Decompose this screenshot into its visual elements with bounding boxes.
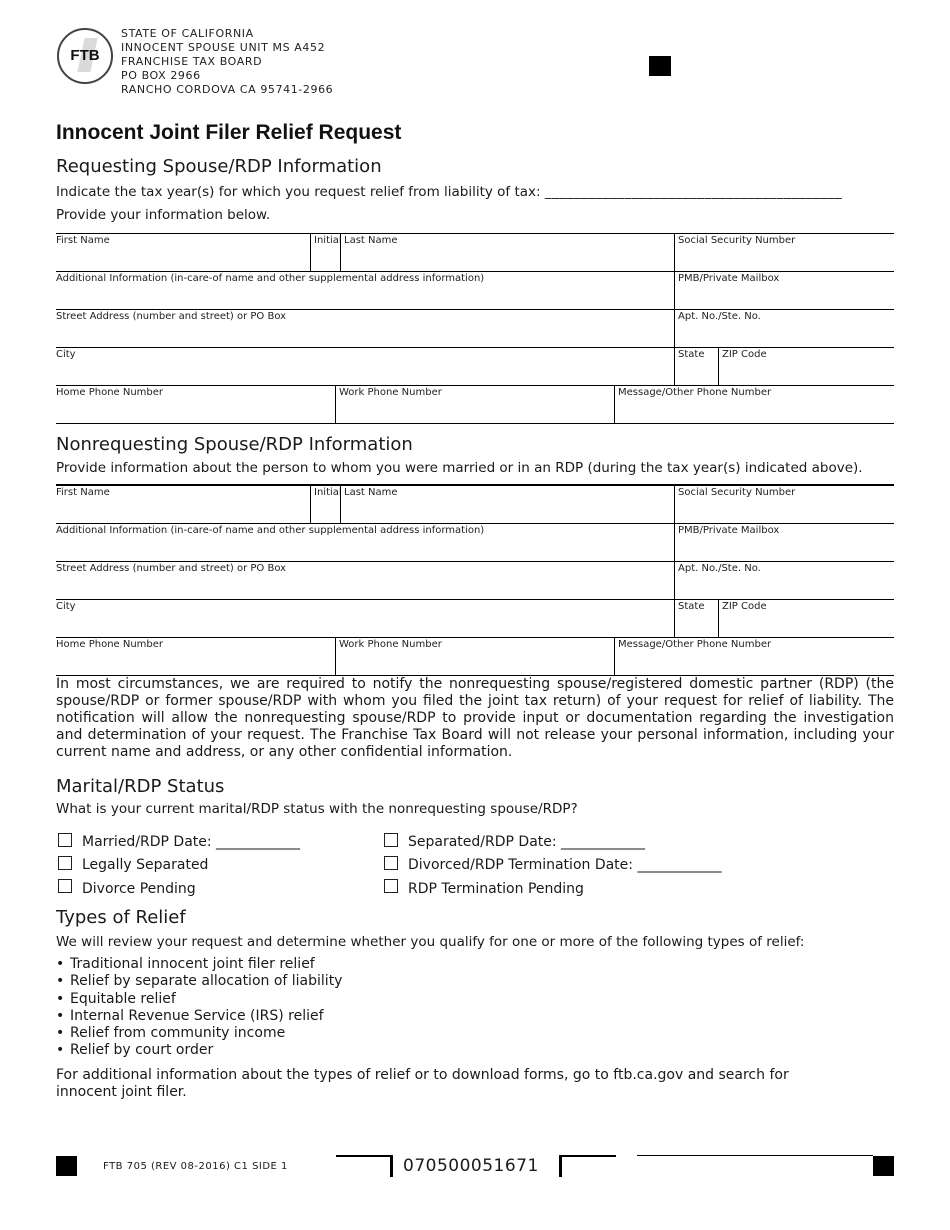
form-code: FTB 705 (REV 08-2016) C1 SIDE 1 [103, 1161, 288, 1172]
city-field[interactable] [56, 600, 674, 637]
list-item-text: Relief from community income [70, 1025, 286, 1042]
additional-info-line2: innocent joint filer. [56, 1084, 187, 1100]
list-item-text: Equitable relief [70, 990, 176, 1007]
requesting-heading: Requesting Spouse/RDP Information [56, 156, 382, 177]
bullet: • [56, 1025, 65, 1042]
field-label: Street Address (number and street) or PO Box [56, 563, 287, 574]
address-line: STATE OF CALIFORNIA [121, 27, 254, 40]
additional-info-field[interactable] [56, 524, 674, 561]
pmb-field[interactable] [674, 524, 895, 561]
address-line: PO BOX 2966 [121, 69, 201, 82]
field-label: Message/Other Phone Number [618, 639, 772, 650]
city-row [56, 347, 894, 385]
notification-notice: In most circumstances, we are required to notify the nonrequesting spouse/registered domestic partner (RDP) (the spouse/RDP or former spouse/RDP with whom you filed the joint tax return) of your request for relief of liability. The notification will allow the nonrequesting spouse/RDP to provide input or documentation regarding the investigation and determination of your request. The Franchise Tax Board will not release your personal information, including your current name and address, or any other confidential information. [56, 676, 894, 760]
ssn-field[interactable] [674, 486, 895, 523]
field-label: Work Phone Number [339, 639, 442, 650]
street-address-field[interactable] [56, 310, 674, 347]
field-label: Apt. No./Ste. No. [678, 563, 761, 574]
barcode-bracket-right [559, 1155, 616, 1177]
work-phone-field[interactable] [335, 386, 615, 423]
address-line: FRANCHISE TAX BOARD [121, 55, 263, 68]
tax-year-prompt [56, 184, 842, 200]
name-row [56, 233, 894, 271]
initial-field[interactable] [310, 486, 341, 523]
divorce-pending-checkbox[interactable] [58, 879, 72, 893]
field-label: Social Security Number [678, 487, 796, 498]
apt-field[interactable] [674, 310, 895, 347]
state-field[interactable] [674, 348, 719, 385]
city-field[interactable] [56, 348, 674, 385]
last-name-field[interactable] [340, 486, 675, 523]
list-item-text: Relief by separate allocation of liability [70, 973, 343, 990]
zip-field[interactable] [718, 348, 895, 385]
separated-label: Separated/RDP Date: ____________ [408, 834, 646, 850]
legally-separated-checkbox[interactable] [58, 856, 72, 870]
divorce-pending-label: Divorce Pending [82, 881, 196, 897]
work-phone-field[interactable] [335, 638, 615, 675]
apt-field[interactable] [674, 562, 895, 599]
field-label: Additional Information (in-care-of name and other supplemental address information) [56, 525, 485, 536]
street-address-field[interactable] [56, 562, 674, 599]
form-title: Innocent Joint Filer Relief Request [56, 121, 402, 144]
zip-field[interactable] [718, 600, 895, 637]
field-label: Initial [314, 235, 342, 246]
list-item [56, 956, 342, 973]
address-line: RANCHO CORDOVA CA 95741-2966 [121, 83, 334, 96]
first-name-field[interactable] [56, 234, 310, 271]
message-phone-field[interactable] [614, 638, 895, 675]
phone-row [56, 637, 894, 676]
field-label: Social Security Number [678, 235, 796, 246]
relief-heading: Types of Relief [56, 907, 186, 928]
barcode-bracket-left [336, 1155, 393, 1177]
field-label: City [56, 349, 76, 360]
marital-question: What is your current marital/RDP status with the nonrequesting spouse/RDP? [56, 801, 578, 817]
barcode-number: 070500051671 [403, 1156, 539, 1176]
home-phone-field[interactable] [56, 386, 335, 423]
additional-info-row [56, 523, 894, 561]
list-item [56, 973, 342, 990]
bullet: • [56, 1042, 65, 1059]
city-row [56, 599, 894, 637]
pmb-field[interactable] [674, 272, 895, 309]
logo-text: FTB [70, 47, 100, 64]
field-label: Home Phone Number [56, 639, 164, 650]
ftb-logo [57, 28, 113, 84]
married-label: Married/RDP Date: ____________ [82, 834, 301, 850]
message-phone-field[interactable] [614, 386, 895, 423]
state-field[interactable] [674, 600, 719, 637]
list-item [56, 1042, 342, 1059]
field-label: Work Phone Number [339, 387, 442, 398]
tax-year-label: Indicate the tax year(s) for which you request relief from liability of tax: [56, 184, 541, 200]
field-label: State [678, 601, 705, 612]
nonrequesting-instruction: Provide information about the person to whom you were married or in an RDP (during the tax year(s) indicated above). [56, 460, 863, 476]
bullet: • [56, 1007, 65, 1024]
last-name-field[interactable] [340, 234, 675, 271]
bullet: • [56, 990, 65, 1007]
field-label: Initial [314, 487, 342, 498]
rdp-termination-label: RDP Termination Pending [408, 881, 584, 897]
rdp-termination-checkbox[interactable] [384, 879, 398, 893]
field-label: Apt. No./Ste. No. [678, 311, 761, 322]
field-label: Home Phone Number [56, 387, 164, 398]
additional-info-row [56, 271, 894, 309]
divorced-label: Divorced/RDP Termination Date: ____________ [408, 857, 722, 873]
ssn-field[interactable] [674, 234, 895, 271]
registration-mark [649, 56, 671, 76]
list-item [56, 1008, 342, 1025]
field-label: PMB/Private Mailbox [678, 525, 780, 536]
relief-list [56, 956, 342, 1060]
requesting-instruction: Provide your information below. [56, 207, 271, 223]
list-item-text: Internal Revenue Service (IRS) relief [70, 1007, 324, 1024]
list-item [56, 991, 342, 1008]
field-label: Message/Other Phone Number [618, 387, 772, 398]
nonrequesting-info-grid [56, 484, 894, 676]
additional-info-field[interactable] [56, 272, 674, 309]
legally-separated-label: Legally Separated [82, 857, 209, 873]
footer-registration-mark-right [873, 1156, 894, 1176]
field-label: PMB/Private Mailbox [678, 273, 780, 284]
phone-row [56, 385, 894, 424]
separated-checkbox[interactable] [384, 833, 398, 847]
list-item [56, 1025, 342, 1042]
field-label: Additional Information (in-care-of name and other supplemental address information) [56, 273, 485, 284]
address-line: INNOCENT SPOUSE UNIT MS A452 [121, 41, 326, 54]
field-label: ZIP Code [722, 349, 767, 360]
mailing-address [121, 27, 333, 97]
field-label: First Name [56, 487, 110, 498]
field-label: Street Address (number and street) or PO Box [56, 311, 287, 322]
relief-intro: We will review your request and determine whether you qualify for one or more of the following types of relief: [56, 934, 805, 950]
nonrequesting-heading: Nonrequesting Spouse/RDP Information [56, 434, 413, 455]
divorced-checkbox[interactable] [384, 856, 398, 870]
field-label: City [56, 601, 76, 612]
initial-field[interactable] [310, 234, 341, 271]
requesting-info-grid [56, 233, 894, 424]
bullet: • [56, 956, 65, 972]
bullet: • [56, 973, 65, 990]
marital-heading: Marital/RDP Status [56, 776, 225, 797]
list-item-text: Traditional innocent joint filer relief [70, 956, 315, 972]
street-row [56, 309, 894, 347]
name-row [56, 484, 894, 523]
footer-rule [637, 1155, 873, 1156]
field-label: ZIP Code [722, 601, 767, 612]
tax-year-input[interactable]: _________________________________________ [544, 184, 843, 200]
list-item-text: Relief by court order [70, 1042, 214, 1059]
footer-registration-mark-left [56, 1156, 77, 1176]
field-label: First Name [56, 235, 110, 246]
married-checkbox[interactable] [58, 833, 72, 847]
field-label: State [678, 349, 705, 360]
field-label: Last Name [344, 235, 398, 246]
home-phone-field[interactable] [56, 638, 335, 675]
additional-info-line1: For additional information about the types of relief or to download forms, go to ftb.ca.gov and search for [56, 1067, 789, 1083]
first-name-field[interactable] [56, 486, 310, 523]
street-row [56, 561, 894, 599]
field-label: Last Name [344, 487, 398, 498]
